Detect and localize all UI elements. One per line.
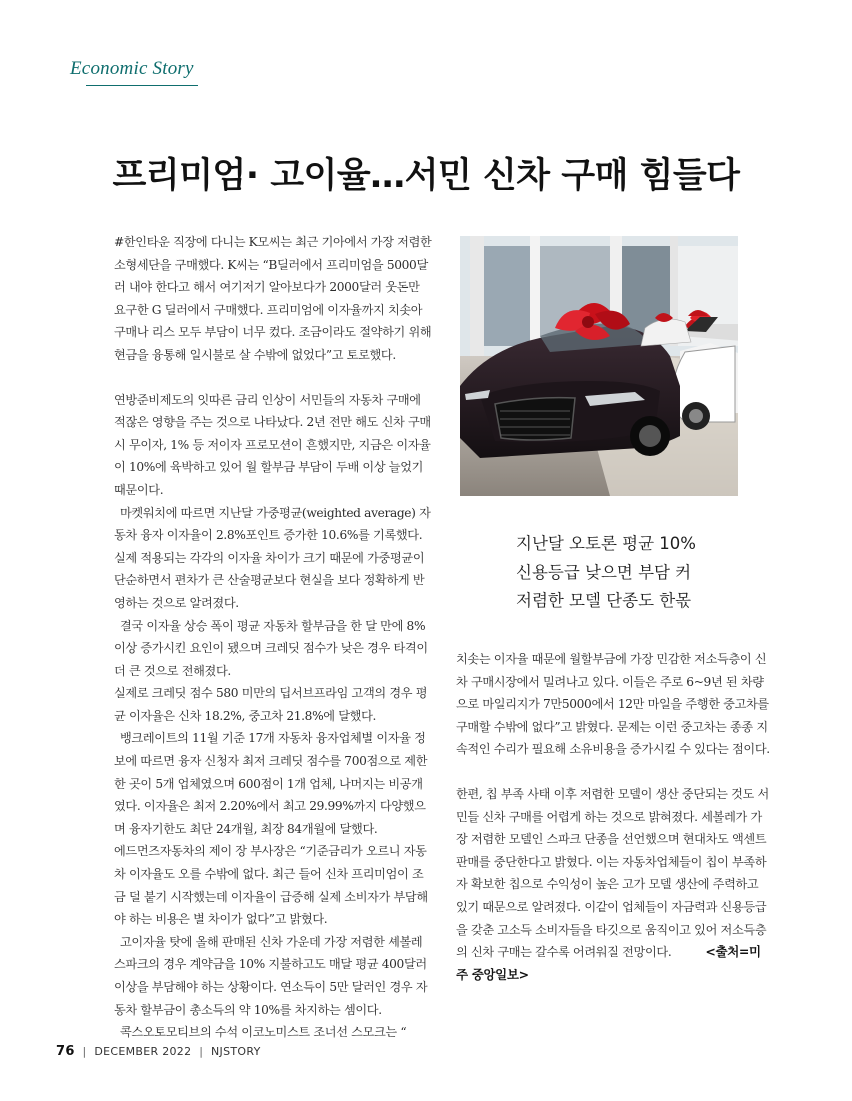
- paragraph: 에드먼즈자동차의 제이 장 부사장은 “기준금리가 오르니 자동차 이자율도 오를 수밖에 없다. 최근 들어 신차 프리미엄이 조금 덜 붙기 시작했는데 이자율이 급증해 실제 소비자가 부담해야 하는 비용은 별 차이가 없다”고 밝혔다.: [114, 844, 428, 927]
- pull-quote: [516, 530, 776, 616]
- car-showroom-photo: [460, 236, 738, 496]
- paragraph: [456, 783, 772, 986]
- right-column: [456, 648, 772, 986]
- footer: [56, 1044, 261, 1059]
- issue-date: DECEMBER 2022: [94, 1045, 192, 1058]
- pull-quote-line: 신용등급 낮으면 부담 커: [516, 562, 692, 582]
- pull-quote-line: 저렴한 모델 단종도 한몫: [516, 591, 692, 610]
- section-rule: [86, 85, 198, 86]
- paragraph: 뱅크레이트의 11월 기준 17개 자동차 융자업체별 이자율 정보에 따르면 융자 신청자 최저 크레딧 점수를 700점으로 제한한 곳이 5개 업체였으며 600점이 1개 업체, 나머지는 비공개였다. 이자율은 최저 2.20%에서 최고 29.99%까지 다양했으며 융자기한도 최단 24개월, 최장 84개월에 달했다.: [114, 731, 428, 836]
- paragraph: #한인타운 직장에 다니는 K모씨는 최근 기아에서 가장 저렴한 소형세단을 구매했다. K씨는 “B딜러에서 프리미엄을 5000달러 내야 한다고 해서 여기저기 알아보다가 2000달러 웃돈만 요구한 G 딜러에서 구매했다. 프리미엄에 이자율까지 치솟아 구매나 리스 모두 부담이 너무 컸다. 조금이라도 절약하기 위해 현금을 융통해 일시불로 살 수밖에 없었다”고 토로했다.: [114, 235, 432, 362]
- page-number: 76: [56, 1044, 75, 1059]
- paragraph: 치솟는 이자율 때문에 월할부금에 가장 민감한 저소득층이 신차 구매시장에서 밀려나고 있다. 이들은 주로 6~9년 된 차량으로 마일리지가 7만5000에서 12만 마일을 주행한 중고차를 구매할 수밖에 없다”고 밝혔다. 문제는 이런 중고차는 종종 지속적인 수리가 필요해 소유비용을 증가시킬 수 있다는 점이다.: [456, 652, 770, 757]
- paragraph: 고이자율 탓에 올해 판매된 신차 가운데 가장 저렴한 셰볼레 스파크의 경우 계약금을 10% 지불하고도 매달 평균 400달러 이상을 부담해야 하는 상황이다. 연소득이 5만 달러인 경우 자동차 할부금이 총소득의 약 10%를 차지하는 셈이다.: [114, 934, 428, 1017]
- paragraph-text: 한편, 칩 부족 사태 이후 저렴한 모델이 생산 중단되는 것도 서민들 신차 구매를 어렵게 하는 것으로 밝혀졌다. 세볼레가 가장 저렴한 모델인 스파크 단종을 선언했으며 현대차도 액센트 판매를 중단한다고 밝혔다. 이는 자동차업체들이 칩이 부족하자 확보한 칩으로 수익성이 높은 고가 모델 생산에 주력하고 있기 때문으로 알려졌다. 이같이 업체들이 자금력과 신용등급을 갖춘 고소득 소비자들을 타깃으로 움직이고 있어 저소득층의 신차 구매는 갈수록 어려워질 전망이다.: [456, 786, 769, 960]
- paragraph: 실제로 크레딧 점수 580 미만의 딥서브프라임 고객의 경우 평균 이자율은 신차 18.2%, 중고차 21.8%에 달했다.: [114, 686, 428, 723]
- left-column: [114, 231, 434, 1044]
- headline: 프리미엄· 고이율…서민 신차 구매 힘들다: [112, 156, 740, 196]
- magazine-name: NJSTORY: [211, 1045, 261, 1058]
- footer-separator: |: [199, 1045, 204, 1058]
- footer-separator: |: [82, 1045, 87, 1058]
- section-label: Economic Story: [70, 58, 194, 79]
- paragraph: 결국 이자율 상승 폭이 평균 자동차 할부금을 한 달 만에 8% 이상 증가시킨 요인이 됐으며 크레딧 점수가 낮은 경우 타격이 더 큰 것으로 전해졌다.: [114, 618, 428, 678]
- paragraph: 마켓워치에 따르면 지난달 가중평균(weighted average) 자동차 융자 이자율이 2.8%포인트 증가한 10.6%를 기록했다. 실제 적용되는 각각의 이자율 차이가 크기 때문에 가중평균이 단순하면서 편차가 큰 산술평균보다 현실을 보다 정확하게 반영하는 것으로 알려졌다.: [114, 505, 431, 610]
- pull-quote-line: 지난달 오토론 평균 10%: [516, 534, 696, 553]
- paragraph: 콕스오토모티브의 수석 이코노미스트 조너선 스모크는 “: [120, 1025, 407, 1040]
- paragraph: 연방준비제도의 잇따른 금리 인상이 서민들의 자동차 구매에 적잖은 영향을 주는 것으로 나타났다. 2년 전만 해도 신차 구매시 무이자, 1% 등 저이자 프로모션이 흔했지만, 지금은 이자율이 10%에 육박하고 있어 월 할부금 부담이 두배 이상 늘었기 때문이다.: [114, 392, 431, 497]
- source-credit: <출처=미주 중앙일보>: [456, 944, 761, 982]
